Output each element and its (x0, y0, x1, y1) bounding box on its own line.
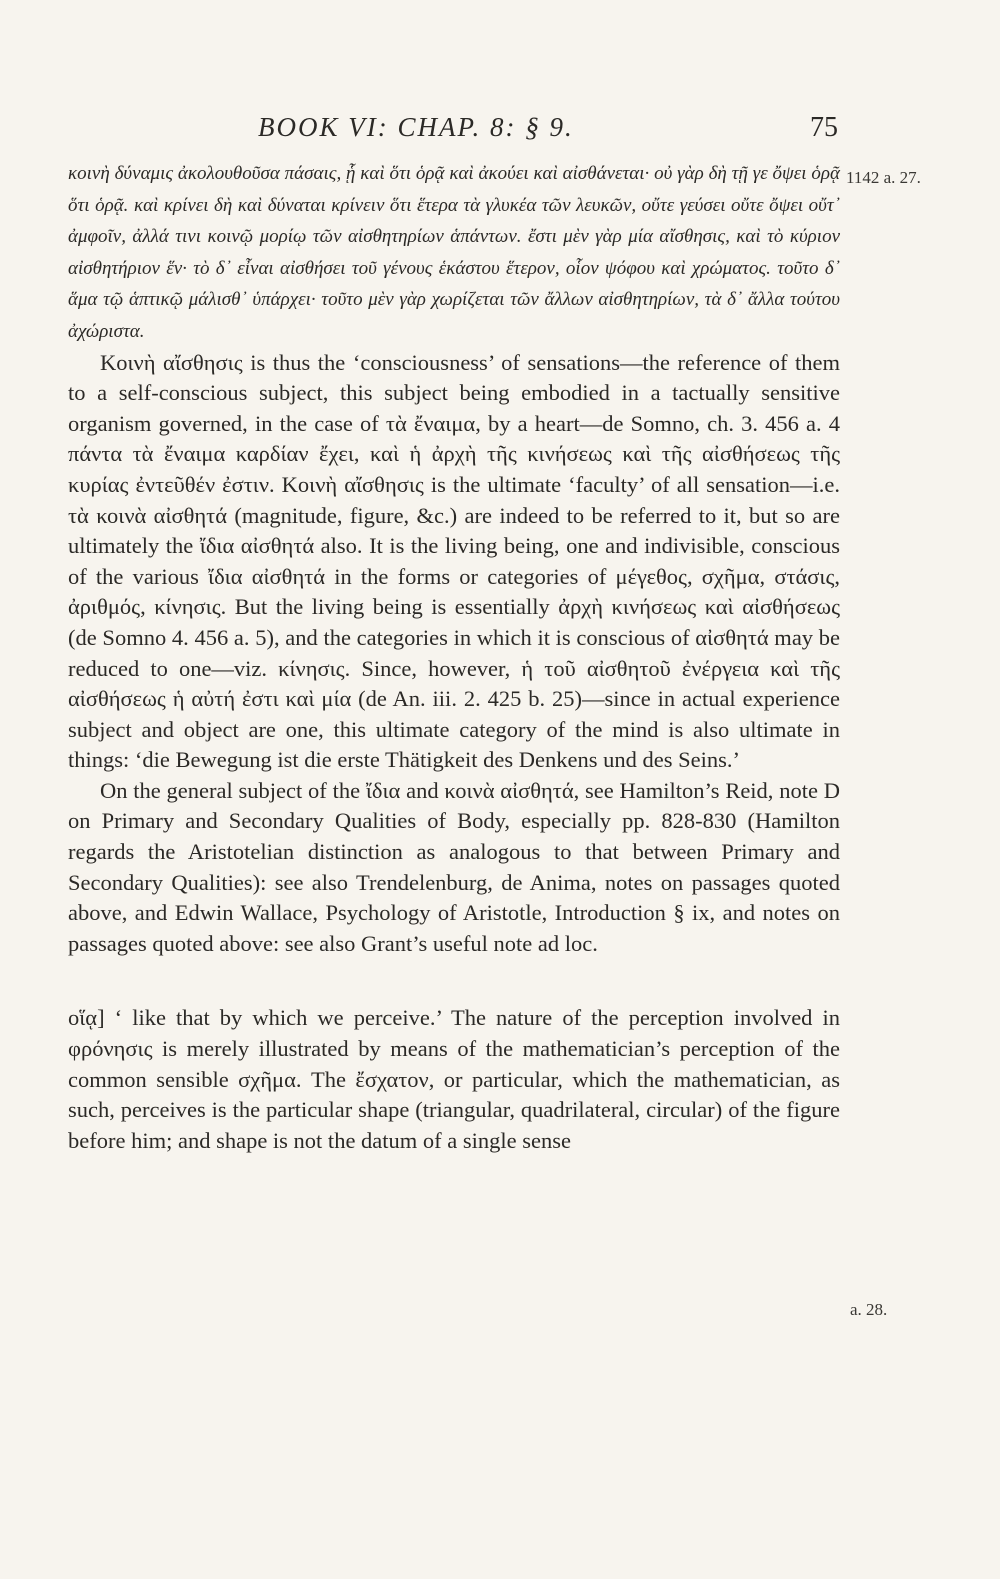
page-header (68, 112, 838, 152)
running-title: BOOK VI: CHAP. 8: § 9. (258, 112, 574, 142)
margin-reference: a. 28. (850, 1300, 888, 1319)
greek-quotation: κοινὴ δύναμις ἀκολουθοῦσα πάσαις, ᾗ καὶ ὅτι ὁρᾷ καὶ ἀκούει καὶ αἰσθάνεται· οὐ γὰρ δὴ τῇ γε ὄψει ὁρᾷ ὅτι ὁρᾷ. καὶ κρίνει δὴ καὶ δύναται κρίνειν ὅτι ἕτερα τὰ γλυκέα τῶν λευκῶν, οὔτε γεύσει οὔτε ὄψει οὔτ᾽ ἀμφοῖν, ἀλλά τινι κοινῷ μορίῳ τῶν αἰσθητηρίων ἁπάντων. ἔστι μὲν γὰρ μία αἴσθησις, καὶ τὸ κύριον αἰσθητήριον ἕν· τὸ δ᾽ εἶναι αἰσθήσει τοῦ γένους ἑκάστου ἕτερον, οἷον ψόφου καὶ χρώματος. τοῦτο δ᾽ ἅμα τῷ ἁπτικῷ μάλισθ᾽ ὑπάρχει· τοῦτο μὲν γὰρ χωρίζεται τῶν ἄλλων αἰσθητηρίων, τὰ δ᾽ ἄλλα τούτου ἀχώριστα. (68, 163, 840, 342)
paragraph: On the general subject of the ἴδια and κοινὰ αἰσθητά, see Hamilton’s Reid, note D on Primary and Secondary Qualities of Body, especially pp. 828-830 (Hamilton regards the Aristotelian distinction as analogous to that between Primary and Secondary Qualities): see also Trendelenburg, de Anima, notes on passages quoted above, and Edwin Wallace, Psychology of Aristotle, Introduction § ix, and notes on passages quoted above: see also Grant’s useful note ad loc. (68, 777, 840, 956)
paragraph: οἵᾳ] ‘ like that by which we perceive.’ The nature of the perception involved in φρόνησις is merely illustrated by means of the mathematician’s perception of the common sensible σχῆμα. The ἔσχατον, or particular, which the mathematician, as such, perceives is the particular shape (triangular, quadrilateral, circular) of the figure before him; and shape is not the datum of a single sense (68, 1005, 840, 1153)
margin-reference: 1142 a. 27. (846, 168, 921, 187)
body-text (68, 158, 840, 1156)
page-number: 75 (810, 112, 838, 143)
paragraph: Κοινὴ αἴσθησις is thus the ‘consciousness’ of sensations—the reference of them to a self-conscious subject, this subject being embodied in a tactually sensitive organism governed, in the case of τὰ ἔναιμα, by a heart—de Somno, ch. 3. 456 a. 4 πάντα τὰ ἔναιμα καρδίαν ἔχει, καὶ ἡ ἀρχὴ τῆς κινήσεως καὶ τῆς αἰσθήσεως τῆς κυρίας ἐντεῦθέν ἐστιν. Κοινὴ αἴσθησις is the ultimate ‘faculty’ of all sensation—i.e. τὰ κοινὰ αἰσθητά (magnitude, figure, &c.) are indeed to be referred to it, but so are ultimately the ἴδια αἰσθητά also. It is the living being, one and indivisible, conscious of the various ἴδια αἰσθητά in the forms or categories of μέγεθος, σχῆμα, στάσις, ἀριθμός, κίνησις. But the living being is essentially ἀρχὴ κινήσεως καὶ αἰσθήσεως (de Somno 4. 456 a. 5), and the categories in which it is conscious of αἰσθητά may be reduced to one—viz. κίνησις. Since, however, ἡ τοῦ αἰσθητοῦ ἐνέργεια καὶ τῆς αἰσθήσεως ἡ αὐτή ἐστι καὶ μία (de An. iii. 2. 425 b. 25)—since in actual experience subject and object are one, this ultimate category of the mind is also ultimate in things: ‘die Bewegung ist die erste Thätigkeit des Denkens und des Seins.’ (68, 349, 840, 773)
